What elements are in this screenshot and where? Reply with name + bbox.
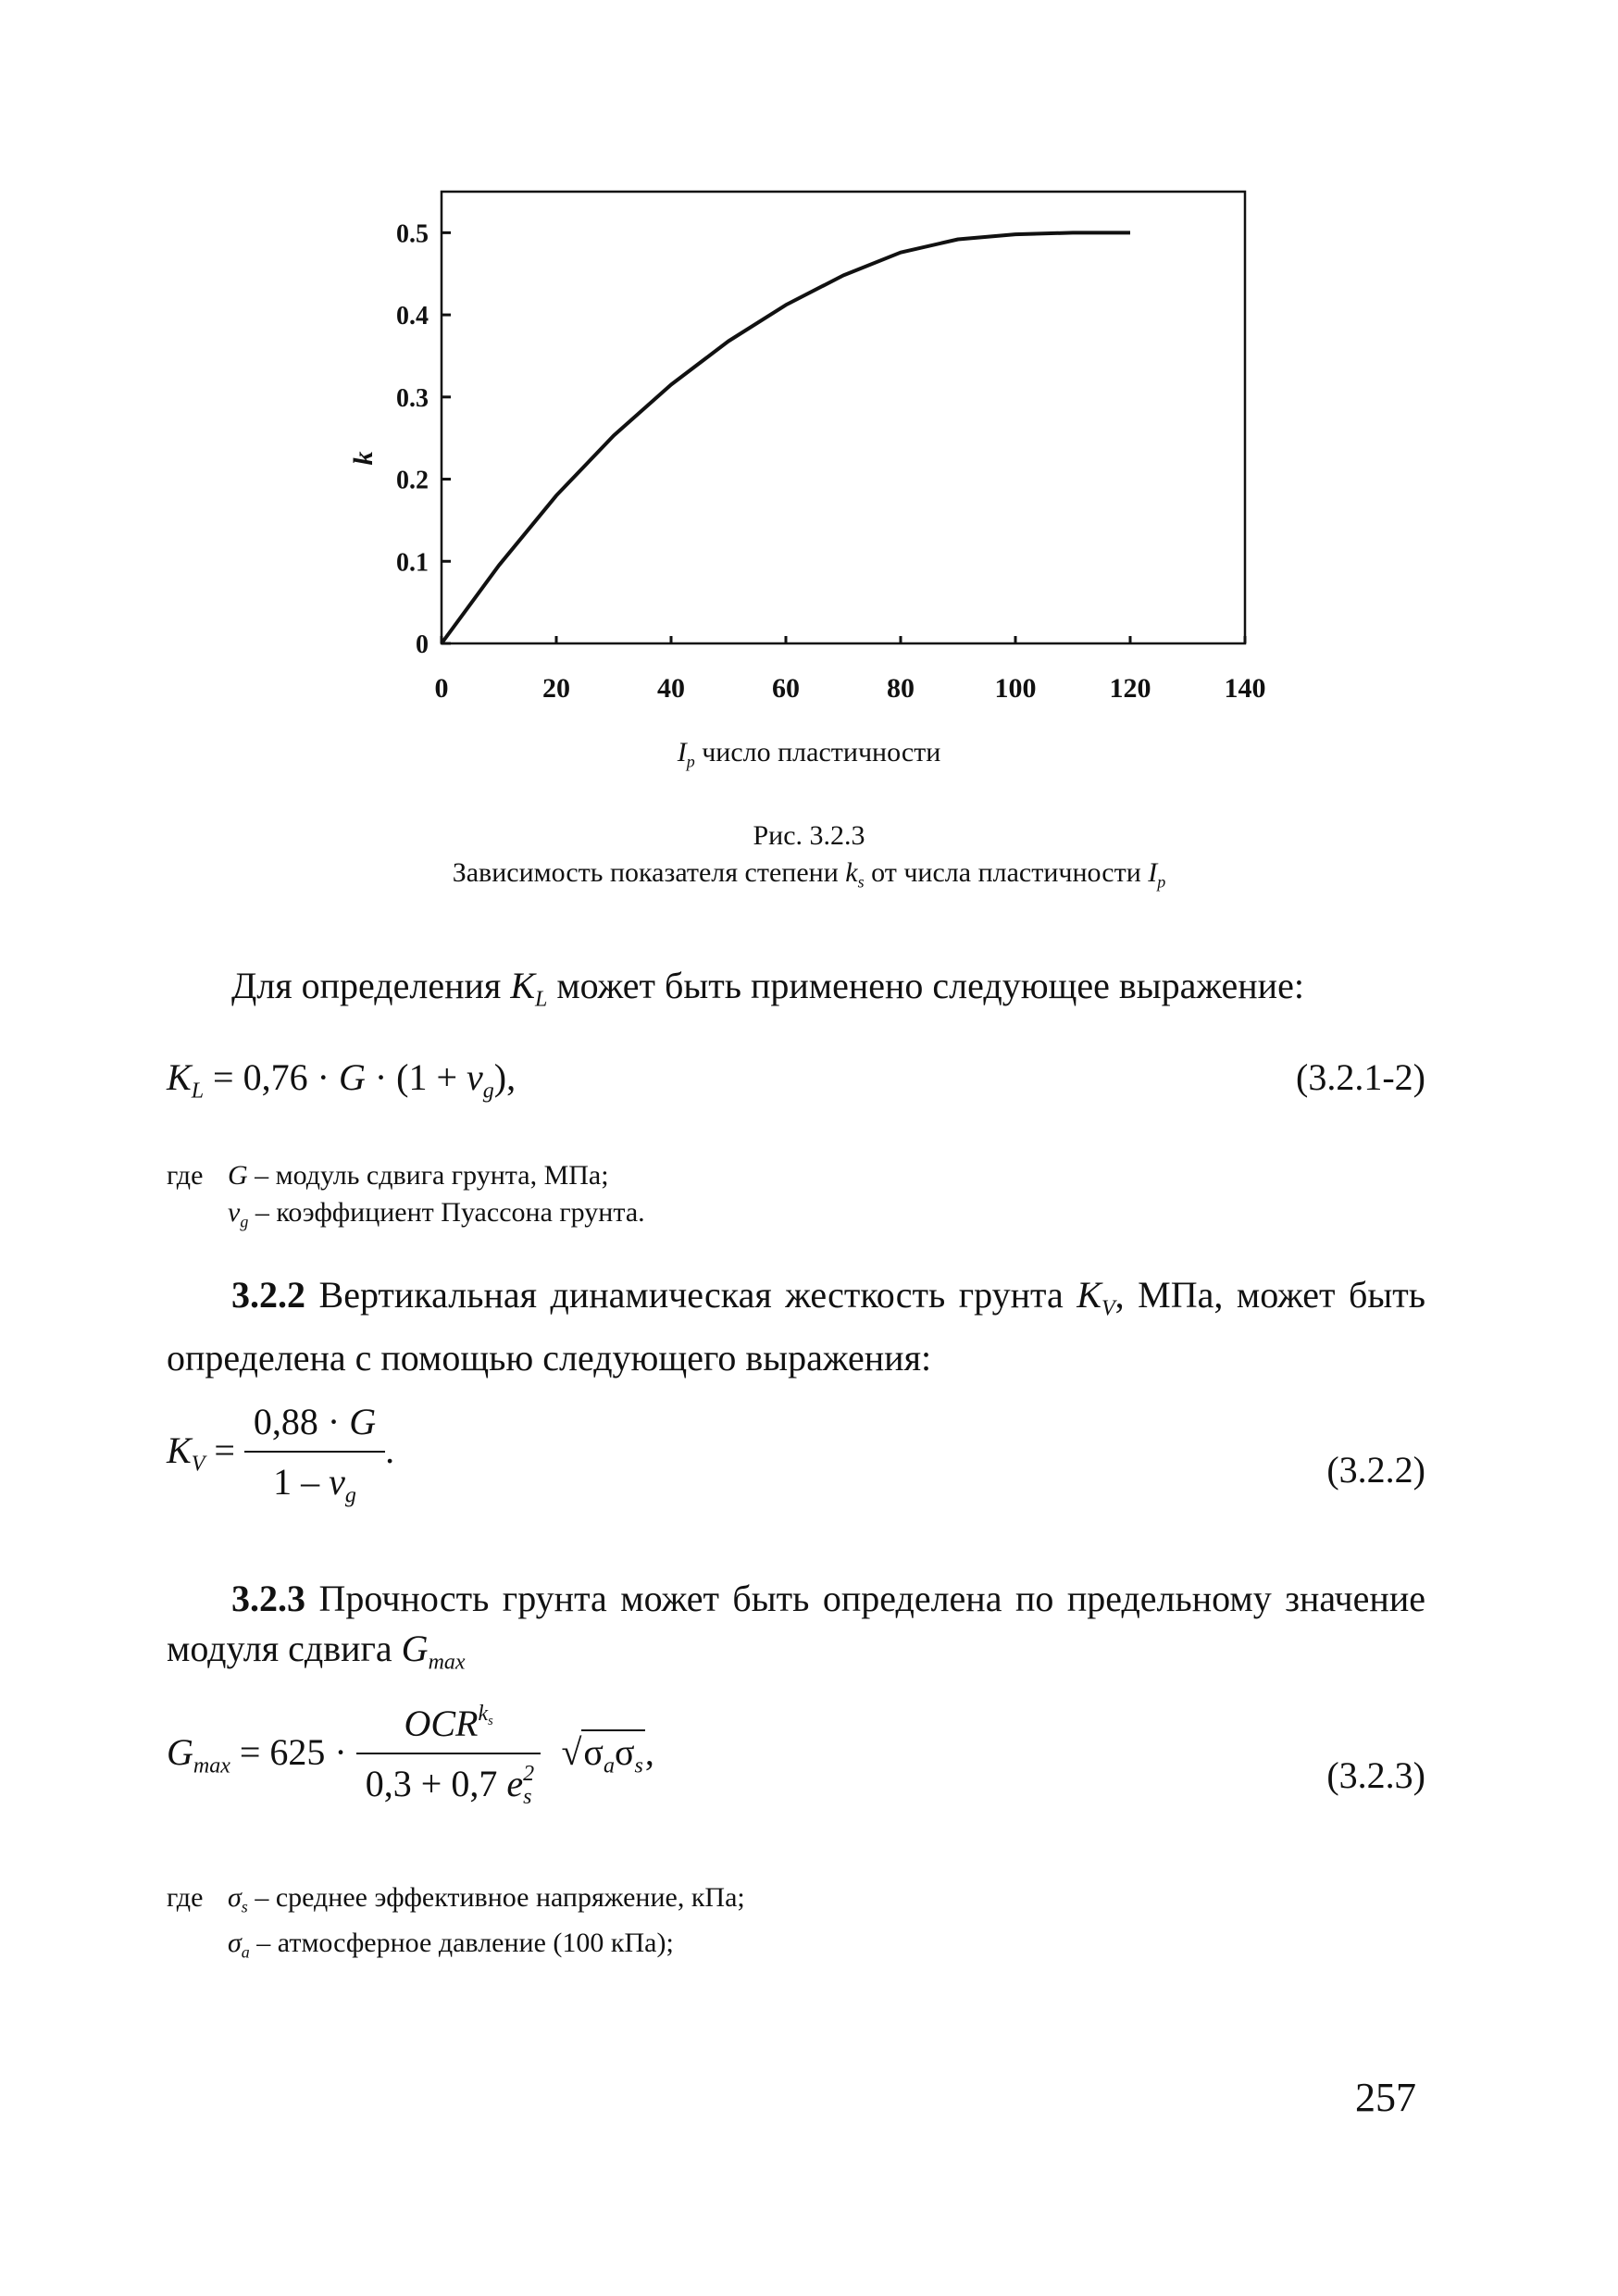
plot-frame	[442, 192, 1245, 643]
equation-3-2-2: $K_V$ = $\frac{0,88 \cdot G}{1 - v_g}$ . (3.2.2)	[167, 1401, 1425, 1508]
paragraph-kl-intro: Для определения $K_L$ может быть применено следующее выражение:	[231, 965, 1304, 1012]
figure-caption: Зависимость показателя степени $k_s$ от числа пластичности $I_p$	[452, 857, 1166, 892]
equation-3-2-1-2: $K_L = 0,76 \cdot G \cdot (1 + v_g)$, (3.2.1-2)	[167, 1056, 1425, 1104]
x-tick-label: 40	[657, 673, 685, 704]
y-tick-label: 0.5	[396, 219, 429, 249]
series-line	[442, 232, 1130, 643]
y-tick-label: 0.3	[396, 383, 429, 413]
paragraph-3-2-2: 3.2.2 Вертикальная динамическая жесткость грунта $K_V$, МПа, может быть определена с помощью следующего выражения:	[167, 1274, 1425, 1379]
page-number: 257	[1355, 2075, 1416, 2120]
x-tick-label: 0	[434, 673, 449, 704]
y-tick-label: 0.4	[396, 302, 429, 331]
x-axis-label: $I_p$ число пластичности	[677, 737, 941, 771]
equation-number: (3.2.2)	[1326, 1449, 1425, 1491]
figure-caption-number: Рис. 3.2.3	[753, 820, 865, 851]
x-tick-label: 60	[772, 673, 800, 704]
y-tick-label: 0	[416, 630, 429, 659]
x-tick-label: 100	[994, 673, 1037, 704]
where-block-2: где $\sigma_s$ – среднее эффективное напряжение, кПа; $\sigma_a$ – атмосферное давление (100 кПа);	[167, 1882, 745, 1962]
x-tick-label: 140	[1224, 673, 1266, 704]
where-block-1: где G – модуль сдвига грунта, МПа; $v_g$ – коэффициент Пуассона грунта.	[167, 1160, 645, 1231]
fraction: $\frac{OCR^{k_s}}{0,3 + 0,7 e^2_s}$	[356, 1702, 541, 1810]
y-tick-label: 0.2	[396, 466, 429, 495]
y-tick-label: 0.1	[396, 548, 429, 578]
x-tick-label: 20	[542, 673, 570, 704]
figure	[348, 181, 1277, 773]
equation-number: (3.2.3)	[1326, 1754, 1425, 1796]
x-tick-label: 120	[1109, 673, 1151, 704]
x-tick-label: 80	[887, 673, 915, 704]
y-axis-label: k	[348, 451, 379, 466]
equation-3-2-3: $G_{max} = 625$ · $\frac{OCR^{k_s}}{0,3 + 0,7 e^2_s}$ $√\sigma_a\sigma_s$, (3.2.3)	[167, 1702, 1425, 1810]
chart	[348, 181, 1277, 773]
equation-number: (3.2.1-2)	[1296, 1056, 1425, 1098]
paragraph-3-2-3: 3.2.3 Прочность грунта может быть определена по предельному значение модуля сдвига $G_{max}$	[167, 1578, 1425, 1675]
fraction: $\frac{0,88 \cdot G}{1 - v_g}$	[244, 1400, 385, 1508]
